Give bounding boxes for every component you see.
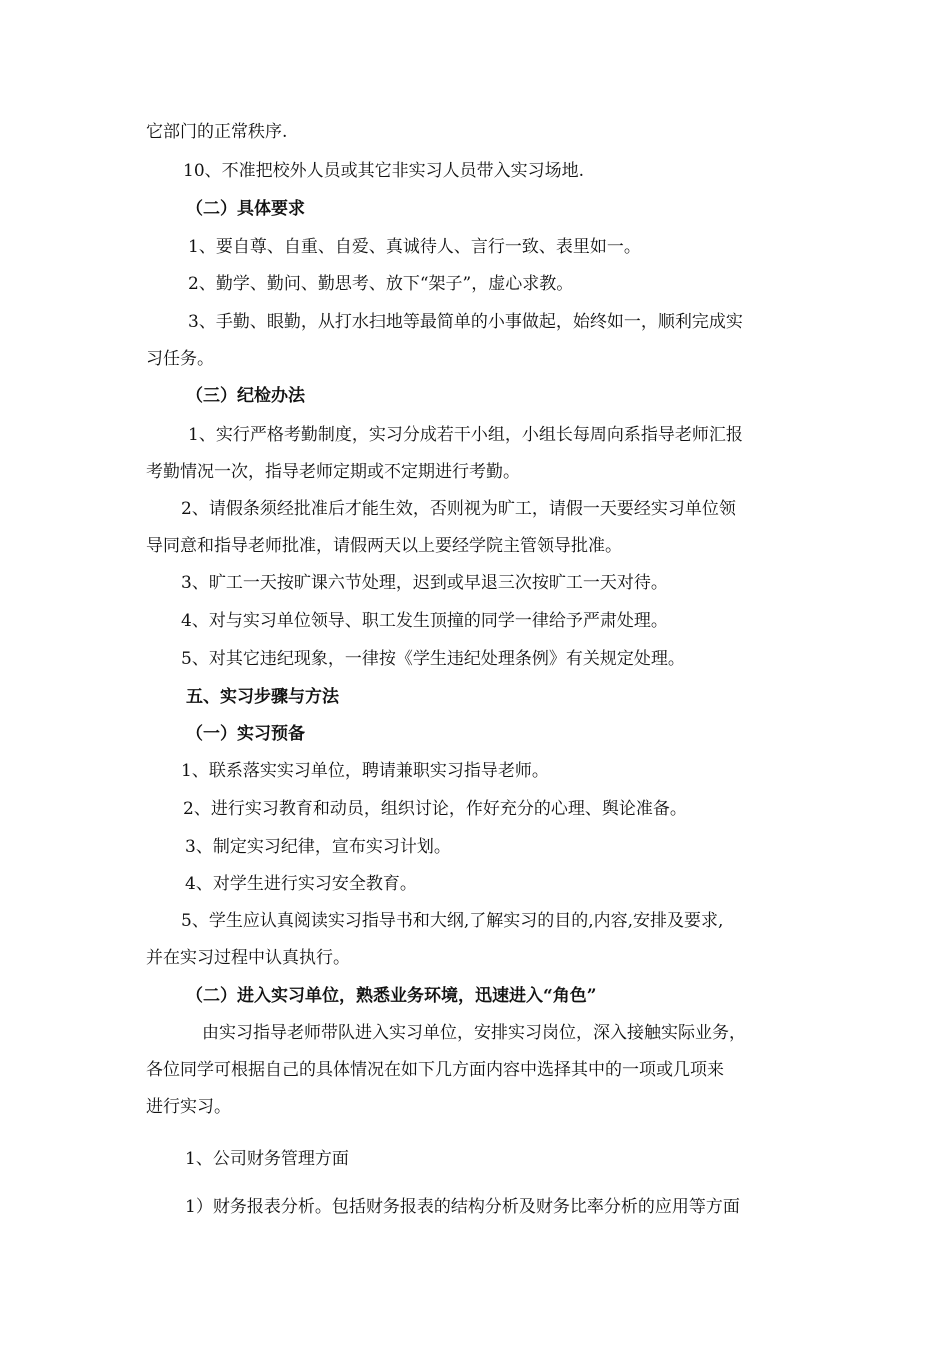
text-line: 1、联系落实实习单位，聘请兼职实习指导老师。 — [181, 761, 549, 781]
section-heading: （二）具体要求 — [186, 199, 305, 219]
text-line: 各位同学可根据自己的具体情况在如下几方面内容中选择其中的一项或几项来 — [146, 1060, 724, 1080]
text-line: 1、要自尊、自重、自爱、真诚待人、言行一致、表里如一。 — [188, 237, 641, 257]
text-line: 习任务。 — [146, 349, 214, 369]
text-line: 3、旷工一天按旷课六节处理，迟到或早退三次按旷工一天对待。 — [181, 573, 668, 593]
text-line: 2、请假条须经批准后才能生效，否则视为旷工，请假一天要经实习单位领 — [181, 499, 736, 519]
text-line: 1、公司财务管理方面 — [185, 1149, 349, 1169]
text-line: 并在实习过程中认真执行。 — [146, 948, 350, 968]
text-line: 4、对学生进行实习安全教育。 — [185, 874, 417, 894]
text-line: 10、不准把校外人员或其它非实习人员带入实习场地. — [183, 161, 585, 181]
text-line: 5、对其它违纪现象，一律按《学生违纪处理条例》有关规定处理。 — [181, 649, 685, 669]
text-line: 5、学生应认真阅读实习指导书和大纲,了解实习的目的,内容,安排及要求, — [181, 911, 724, 931]
section-heading: （一）实习预备 — [186, 724, 305, 744]
section-heading: （三）纪检办法 — [186, 386, 305, 406]
text-line: 3、手勤、眼勤，从打水扫地等最简单的小事做起，始终如一，顺利完成实 — [188, 312, 743, 332]
text-line: 考勤情况一次，指导老师定期或不定期进行考勤。 — [146, 462, 520, 482]
text-line: 由实习指导老师带队进入实习单位，安排实习岗位，深入接触实际业务， — [202, 1023, 746, 1043]
text-line: 导同意和指导老师批准，请假两天以上要经学院主管领导批准。 — [146, 536, 622, 556]
text-line: 3、制定实习纪律，宣布实习计划。 — [185, 837, 451, 857]
text-line: 1）财务报表分析。包括财务报表的结构分析及财务比率分析的应用等方面 — [185, 1197, 740, 1217]
text-line: 2、勤学、勤问、勤思考、放下“架子”，虚心求教。 — [188, 274, 574, 294]
text-line: 2、进行实习教育和动员，组织讨论，作好充分的心理、舆论准备。 — [183, 799, 687, 819]
text-line: 4、对与实习单位领导、职工发生顶撞的同学一律给予严肃处理。 — [181, 611, 668, 631]
text-line: 进行实习。 — [146, 1097, 231, 1117]
text-line: 1、实行严格考勤制度，实习分成若干小组，小组长每周向系指导老师汇报 — [188, 425, 743, 445]
text-line: 它部门的正常秩序. — [146, 122, 288, 142]
section-heading: 五、实习步骤与方法 — [186, 687, 339, 707]
section-heading: （二）进入实习单位，熟悉业务环境，迅速进入“角色” — [186, 986, 597, 1006]
